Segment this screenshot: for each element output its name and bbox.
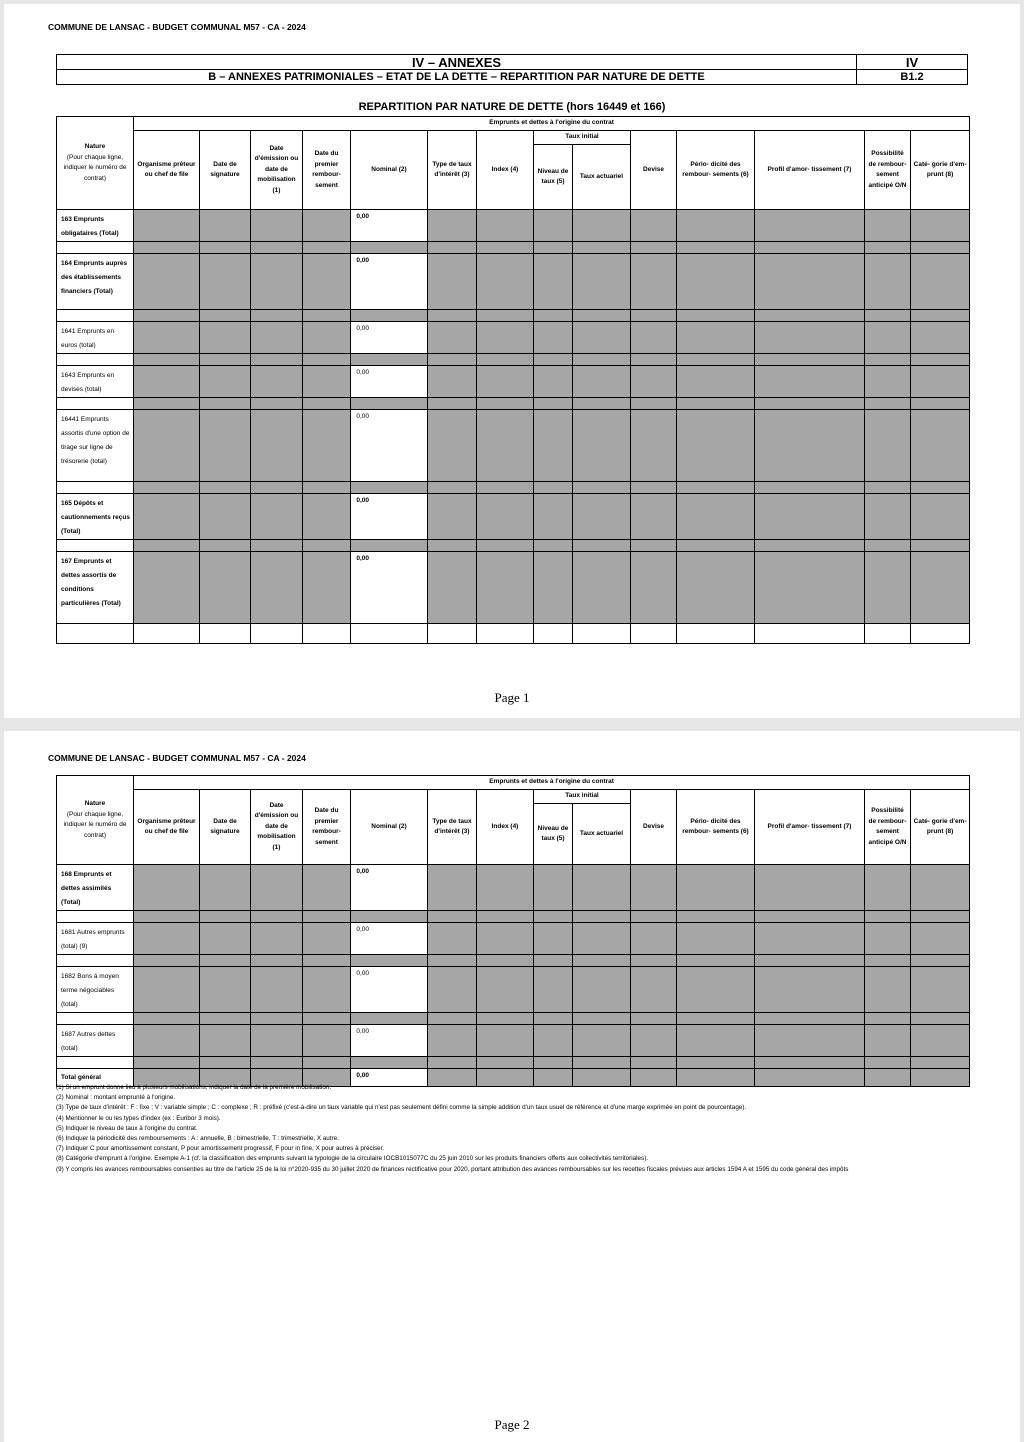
col-profil: Profil d'amor- tissement (7) bbox=[755, 790, 865, 865]
shaded-cell bbox=[477, 967, 534, 1013]
col-taux-actuariel: Taux actuariel bbox=[573, 804, 631, 865]
shaded-cell bbox=[251, 552, 303, 624]
footnote: (4) Mentionner le ou les types d'index (ex : Euribor 3 mois). bbox=[56, 1114, 221, 1122]
row-nominal-value: 0,00 bbox=[351, 366, 428, 398]
shaded-cell bbox=[428, 967, 477, 1013]
shaded-cell bbox=[911, 210, 970, 242]
footnote: (9) Y compris les avances remboursables consenties au titre de l'article 25 de la loi n°2020-935 du 30 juillet 2020 de finances rectificative pour 2020, portant attribution des avances remboursables sur les recettes fiscales prévues aux articles 1594 A et 1595 du code général des impôts bbox=[56, 1165, 849, 1173]
debt-table-page-2 bbox=[56, 775, 970, 1087]
shaded-cell bbox=[865, 552, 911, 624]
shaded-cell bbox=[428, 1025, 477, 1057]
table-row bbox=[57, 322, 970, 354]
shaded-cell bbox=[200, 322, 251, 354]
table-title: REPARTITION PAR NATURE DE DETTE (hors 16449 et 166) bbox=[358, 101, 666, 113]
shaded-cell bbox=[303, 967, 351, 1013]
shaded-cell bbox=[200, 210, 251, 242]
shaded-cell bbox=[303, 923, 351, 955]
shaded-cell bbox=[631, 322, 677, 354]
col-date-premier: Date du premier rembour- sement bbox=[303, 131, 351, 210]
shaded-cell bbox=[251, 410, 303, 482]
col-organisme: Organisme prêteur ou chef de file bbox=[134, 790, 200, 865]
table-row bbox=[57, 410, 970, 482]
row-nominal-value: 0,00 bbox=[351, 322, 428, 354]
shaded-cell bbox=[251, 322, 303, 354]
col-nature: Nature (Pour chaque ligne, indiquer le numéro de contrat) bbox=[57, 776, 134, 865]
shaded-cell bbox=[251, 494, 303, 540]
col-categorie: Caté- gorie d'em- prunt (8) bbox=[911, 131, 970, 210]
col-type-taux: Type de taux d'intérêt (3) bbox=[428, 790, 477, 865]
shaded-cell bbox=[677, 923, 755, 955]
table-row bbox=[57, 1025, 970, 1057]
spacer-row bbox=[57, 911, 970, 923]
shaded-cell bbox=[428, 494, 477, 540]
shaded-cell bbox=[755, 322, 865, 354]
shaded-cell bbox=[477, 1025, 534, 1057]
shaded-cell bbox=[631, 210, 677, 242]
shaded-cell bbox=[428, 552, 477, 624]
shaded-cell bbox=[534, 494, 573, 540]
col-group-taux-initial: Taux initial bbox=[534, 131, 631, 145]
col-possibilite: Possibilité de rembour- sement anticipé O/N bbox=[865, 131, 911, 210]
table-row bbox=[57, 210, 970, 242]
shaded-cell bbox=[134, 967, 200, 1013]
row-nature-label: 1681 Autres emprunts (total) (9) bbox=[57, 923, 134, 955]
shaded-cell bbox=[134, 552, 200, 624]
shaded-cell bbox=[428, 865, 477, 911]
shaded-cell bbox=[573, 865, 631, 911]
shaded-cell bbox=[251, 967, 303, 1013]
shaded-cell bbox=[534, 254, 573, 310]
shaded-cell bbox=[911, 967, 970, 1013]
shaded-cell bbox=[534, 366, 573, 398]
table-row bbox=[57, 923, 970, 955]
shaded-cell bbox=[631, 1025, 677, 1057]
spacer-row bbox=[57, 398, 970, 410]
row-nature-label: 16441 Emprunts assortis d'une option de tirage sur ligne de trésorerie (total) bbox=[57, 410, 134, 482]
shaded-cell bbox=[755, 210, 865, 242]
shaded-cell bbox=[428, 366, 477, 398]
shaded-cell bbox=[251, 366, 303, 398]
shaded-cell bbox=[677, 322, 755, 354]
footnote: (5) Indiquer le niveau de taux à l'origine du contrat. bbox=[56, 1124, 198, 1132]
col-nature: Nature (Pour chaque ligne, indiquer le numéro de contrat) bbox=[57, 117, 134, 210]
shaded-cell bbox=[134, 210, 200, 242]
shaded-cell bbox=[303, 865, 351, 911]
footnote: (3) Type de taux d'intérêt : F : fixe ; V : variable simple ; C : complexe ; R : préfixé (c'est-à-dire un taux variable qui n'est pas seulement défini comme la simple addition d'un taux usuel de référence et d'une marge exprimée en point de pourcentage). bbox=[56, 1104, 747, 1112]
shaded-cell bbox=[911, 552, 970, 624]
shaded-cell bbox=[477, 865, 534, 911]
row-nature-label: 1687 Autres dettes (total) bbox=[57, 1025, 134, 1057]
page-number: Page 1 bbox=[494, 690, 530, 705]
spacer-row bbox=[57, 482, 970, 494]
shaded-cell bbox=[865, 210, 911, 242]
row-nominal-value: 0,00 bbox=[351, 923, 428, 955]
debt-table-page-1 bbox=[56, 116, 970, 644]
row-nominal-value: 0,00 bbox=[351, 1025, 428, 1057]
col-date-emission: Date d'émission ou date de mobilisation (1) bbox=[251, 131, 303, 210]
shaded-cell bbox=[865, 410, 911, 482]
shaded-cell bbox=[200, 494, 251, 540]
col-periodicite: Pério- dicité des rembour- sements (6) bbox=[677, 131, 755, 210]
row-nominal-value: 0,00 bbox=[351, 552, 428, 624]
row-nature-label: 163 Emprunts obligataires (Total) bbox=[57, 210, 134, 242]
col-niveau-taux: Niveau de taux (5) bbox=[534, 804, 573, 865]
shaded-cell bbox=[477, 210, 534, 242]
shaded-cell bbox=[631, 494, 677, 540]
spacer-row bbox=[57, 354, 970, 366]
shaded-cell bbox=[200, 410, 251, 482]
document-header: COMMUNE DE LANSAC - BUDGET COMMUNAL M57 - CA - 2024 bbox=[48, 753, 306, 763]
table-row bbox=[57, 254, 970, 310]
shaded-cell bbox=[428, 410, 477, 482]
footnote: (2) Nominal : montant emprunté à l'origine. bbox=[56, 1094, 176, 1102]
table-row bbox=[57, 552, 970, 624]
shaded-cell bbox=[755, 410, 865, 482]
shaded-cell bbox=[134, 322, 200, 354]
shaded-cell bbox=[573, 494, 631, 540]
col-group-origin: Emprunts et dettes à l'origine du contrat bbox=[134, 117, 970, 131]
shaded-cell bbox=[755, 552, 865, 624]
shaded-cell bbox=[251, 923, 303, 955]
shaded-cell bbox=[573, 254, 631, 310]
spacer-row bbox=[57, 310, 970, 322]
col-index: Index (4) bbox=[477, 790, 534, 865]
shaded-cell bbox=[631, 865, 677, 911]
shaded-cell bbox=[865, 923, 911, 955]
shaded-cell bbox=[534, 322, 573, 354]
shaded-cell bbox=[303, 210, 351, 242]
row-nominal-value: 0,00 bbox=[351, 967, 428, 1013]
row-nominal-value: 0,00 bbox=[351, 254, 428, 310]
shaded-cell bbox=[865, 967, 911, 1013]
col-niveau-taux: Niveau de taux (5) bbox=[534, 145, 573, 210]
col-type-taux: Type de taux d'intérêt (3) bbox=[428, 131, 477, 210]
document-page-1 bbox=[4, 4, 1020, 718]
col-date-emission: Date d'émission ou date de mobilisation (1) bbox=[251, 790, 303, 865]
spacer-row bbox=[57, 624, 970, 644]
shaded-cell bbox=[677, 410, 755, 482]
shaded-cell bbox=[428, 254, 477, 310]
shaded-cell bbox=[251, 865, 303, 911]
shaded-cell bbox=[428, 923, 477, 955]
shaded-cell bbox=[534, 552, 573, 624]
row-nature-label: 164 Emprunts auprès des établissements financiers (Total) bbox=[57, 254, 134, 310]
row-nominal-value: 0,00 bbox=[351, 210, 428, 242]
shaded-cell bbox=[251, 210, 303, 242]
shaded-cell bbox=[134, 366, 200, 398]
spacer-row bbox=[57, 242, 970, 254]
row-nominal-value: 0,00 bbox=[351, 410, 428, 482]
row-nature-label: 165 Dépôts et cautionnements reçus (Total) bbox=[57, 494, 134, 540]
shaded-cell bbox=[573, 923, 631, 955]
shaded-cell bbox=[200, 366, 251, 398]
shaded-cell bbox=[477, 552, 534, 624]
row-nature-label: 168 Emprunts et dettes assimilés (Total) bbox=[57, 865, 134, 911]
table-row bbox=[57, 865, 970, 911]
shaded-cell bbox=[573, 210, 631, 242]
total-label: Total général bbox=[57, 1069, 134, 1087]
shaded-cell bbox=[534, 210, 573, 242]
banner-title-code: IV bbox=[905, 55, 919, 70]
page-number: Page 2 bbox=[494, 1417, 530, 1432]
shaded-cell bbox=[911, 865, 970, 911]
footnote: (8) Catégorie d'emprunt à l'origine. Exemple A-1 (cf. la classification des emprunts suivant la typologie de la circulaire IOCB1015077C du 25 juin 2010 sur les produits financiers offerts aux collectivités territoriales). bbox=[56, 1155, 649, 1163]
shaded-cell bbox=[677, 552, 755, 624]
table-row bbox=[57, 366, 970, 398]
footnote: (6) Indiquer la périodicité des remboursements : A : annuelle, B : bimestrielle, T : trimestrielle, X autre. bbox=[56, 1135, 339, 1143]
shaded-cell bbox=[534, 967, 573, 1013]
shaded-cell bbox=[303, 494, 351, 540]
shaded-cell bbox=[755, 494, 865, 540]
shaded-cell bbox=[911, 322, 970, 354]
col-date-signature: Date de signature bbox=[200, 131, 251, 210]
shaded-cell bbox=[200, 865, 251, 911]
shaded-cell bbox=[631, 967, 677, 1013]
shaded-cell bbox=[534, 1025, 573, 1057]
spacer-row bbox=[57, 540, 970, 552]
shaded-cell bbox=[534, 923, 573, 955]
shaded-cell bbox=[477, 494, 534, 540]
col-date-signature: Date de signature bbox=[200, 790, 251, 865]
shaded-cell bbox=[428, 210, 477, 242]
shaded-cell bbox=[200, 967, 251, 1013]
shaded-cell bbox=[755, 1025, 865, 1057]
shaded-cell bbox=[911, 1025, 970, 1057]
shaded-cell bbox=[677, 967, 755, 1013]
spacer-row bbox=[57, 1057, 970, 1069]
shaded-cell bbox=[677, 210, 755, 242]
shaded-cell bbox=[677, 494, 755, 540]
footnotes bbox=[56, 1083, 1016, 1175]
document-header: COMMUNE DE LANSAC - BUDGET COMMUNAL M57 - CA - 2024 bbox=[48, 22, 306, 32]
col-devise: Devise bbox=[631, 131, 677, 210]
shaded-cell bbox=[631, 254, 677, 310]
shaded-cell bbox=[573, 366, 631, 398]
col-periodicite: Pério- dicité des rembour- sements (6) bbox=[677, 790, 755, 865]
shaded-cell bbox=[755, 923, 865, 955]
shaded-cell bbox=[573, 322, 631, 354]
row-nominal-value: 0,00 bbox=[351, 865, 428, 911]
col-group-origin: Emprunts et dettes à l'origine du contrat bbox=[134, 776, 970, 790]
shaded-cell bbox=[631, 552, 677, 624]
row-nature-label: 1641 Emprunts en euros (total) bbox=[57, 322, 134, 354]
shaded-cell bbox=[865, 1025, 911, 1057]
col-group-taux-initial: Taux initial bbox=[534, 790, 631, 804]
shaded-cell bbox=[200, 254, 251, 310]
row-nature-label: 1682 Bons à moyen terme négociables (total) bbox=[57, 967, 134, 1013]
col-devise: Devise bbox=[631, 790, 677, 865]
shaded-cell bbox=[865, 254, 911, 310]
shaded-cell bbox=[134, 494, 200, 540]
col-possibilite: Possibilité de rembour- sement anticipé O/N bbox=[865, 790, 911, 865]
shaded-cell bbox=[911, 254, 970, 310]
shaded-cell bbox=[631, 366, 677, 398]
shaded-cell bbox=[755, 254, 865, 310]
shaded-cell bbox=[303, 410, 351, 482]
shaded-cell bbox=[573, 552, 631, 624]
row-nature-label: 167 Emprunts et dettes assortis de conditions particulières (Total) bbox=[57, 552, 134, 624]
shaded-cell bbox=[534, 410, 573, 482]
shaded-cell bbox=[477, 366, 534, 398]
col-nominal: Nominal (2) bbox=[351, 131, 428, 210]
shaded-cell bbox=[677, 254, 755, 310]
shaded-cell bbox=[573, 1025, 631, 1057]
shaded-cell bbox=[865, 494, 911, 540]
shaded-cell bbox=[477, 322, 534, 354]
annex-banner bbox=[56, 54, 968, 85]
col-index: Index (4) bbox=[477, 131, 534, 210]
spacer-row bbox=[57, 955, 970, 967]
shaded-cell bbox=[911, 923, 970, 955]
shaded-cell bbox=[677, 865, 755, 911]
banner-subtitle: B – ANNEXES PATRIMONIALES – ETAT DE LA DETTE – REPARTITION PAR NATURE DE DETTE bbox=[57, 70, 857, 84]
col-profil: Profil d'amor- tissement (7) bbox=[755, 131, 865, 210]
shaded-cell bbox=[911, 494, 970, 540]
col-categorie: Caté- gorie d'em- prunt (8) bbox=[911, 790, 970, 865]
footnote: (1) Si un emprunt donne lieu à plusieurs mobilisations, indiquer la date de la première mobilisation. bbox=[56, 1084, 332, 1091]
shaded-cell bbox=[677, 366, 755, 398]
shaded-cell bbox=[865, 366, 911, 398]
total-nominal-value: 0,00 bbox=[351, 1069, 428, 1087]
shaded-cell bbox=[911, 366, 970, 398]
shaded-cell bbox=[677, 1025, 755, 1057]
shaded-cell bbox=[573, 967, 631, 1013]
shaded-cell bbox=[911, 410, 970, 482]
row-nature-label: 1643 Emprunts en devises (total) bbox=[57, 366, 134, 398]
row-nominal-value: 0,00 bbox=[351, 494, 428, 540]
shaded-cell bbox=[200, 1025, 251, 1057]
footnote: (7) Indiquer C pour amortissement constant, P pour amortissement progressif, F pour in fine, X pour autres à préciser. bbox=[56, 1145, 385, 1153]
shaded-cell bbox=[251, 1025, 303, 1057]
shaded-cell bbox=[134, 923, 200, 955]
document-page-2 bbox=[4, 731, 1020, 1442]
shaded-cell bbox=[755, 366, 865, 398]
shaded-cell bbox=[134, 254, 200, 310]
col-nominal: Nominal (2) bbox=[351, 790, 428, 865]
shaded-cell bbox=[200, 923, 251, 955]
shaded-cell bbox=[303, 254, 351, 310]
shaded-cell bbox=[303, 366, 351, 398]
banner-title: IV – ANNEXES bbox=[57, 55, 857, 69]
shaded-cell bbox=[865, 865, 911, 911]
shaded-cell bbox=[200, 552, 251, 624]
shaded-cell bbox=[631, 923, 677, 955]
banner-subtitle-code: B1.2 bbox=[900, 71, 924, 83]
shaded-cell bbox=[134, 865, 200, 911]
shaded-cell bbox=[534, 865, 573, 911]
shaded-cell bbox=[755, 865, 865, 911]
shaded-cell bbox=[251, 254, 303, 310]
shaded-cell bbox=[477, 410, 534, 482]
spacer-row bbox=[57, 1013, 970, 1025]
shaded-cell bbox=[134, 410, 200, 482]
shaded-cell bbox=[477, 923, 534, 955]
shaded-cell bbox=[755, 967, 865, 1013]
shaded-cell bbox=[428, 322, 477, 354]
shaded-cell bbox=[303, 552, 351, 624]
shaded-cell bbox=[134, 1025, 200, 1057]
table-row bbox=[57, 494, 970, 540]
shaded-cell bbox=[573, 410, 631, 482]
shaded-cell bbox=[477, 254, 534, 310]
col-taux-actuariel: Taux actuariel bbox=[573, 145, 631, 210]
shaded-cell bbox=[303, 322, 351, 354]
col-date-premier: Date du premier rembour- sement bbox=[303, 790, 351, 865]
shaded-cell bbox=[631, 410, 677, 482]
table-row bbox=[57, 967, 970, 1013]
col-organisme: Organisme prêteur ou chef de file bbox=[134, 131, 200, 210]
shaded-cell bbox=[303, 1025, 351, 1057]
shaded-cell bbox=[865, 322, 911, 354]
